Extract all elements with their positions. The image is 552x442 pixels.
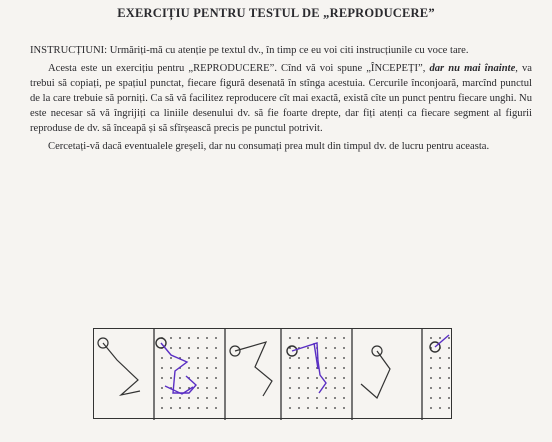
reproduction-exercise-figure [93,328,452,419]
grid-dot [334,357,336,359]
grid-dot [188,397,190,399]
grid-dot [206,367,208,369]
grid-dot [430,357,432,359]
grid-dot [298,397,300,399]
paragraph-exercise [30,61,532,136]
grid-dot [188,367,190,369]
grid-dot [448,367,450,369]
grid-dot [197,407,199,409]
grid-dot [307,387,309,389]
grid-dot [215,367,217,369]
grid-dot [307,397,309,399]
grid-dot [343,377,345,379]
grid-dot [430,367,432,369]
grid-dot [439,357,441,359]
grid-dot [215,377,217,379]
grid-dot [161,387,163,389]
grid-dot [215,357,217,359]
grid-dot [206,357,208,359]
grid-dot [316,337,318,339]
grid-dot [289,407,291,409]
grid-dot [448,357,450,359]
grid-dot [343,407,345,409]
grid-dot [343,387,345,389]
grid-dot [206,377,208,379]
grid-dot [161,407,163,409]
grid-dot [298,387,300,389]
grid-dot [298,377,300,379]
grid-dot [289,387,291,389]
grid-dot [316,397,318,399]
page-title: EXERCIȚIU PENTRU TESTUL DE „REPRODUCERE” [117,6,435,20]
grid-dot [448,377,450,379]
grid-dot [343,337,345,339]
grid-dot [197,397,199,399]
grid-dot [161,397,163,399]
grid-dot [439,367,441,369]
grid-dot [439,397,441,399]
grid-dot [179,387,181,389]
grid-dot [289,337,291,339]
grid-dot [316,387,318,389]
grid-dot [334,387,336,389]
grid-dot [448,397,450,399]
grid-dot [439,407,441,409]
grid-dot [170,367,172,369]
grid-dot [430,407,432,409]
model-figure-2 [230,342,272,396]
grid-dot [197,347,199,349]
grid-dot [334,397,336,399]
grid-dot [343,357,345,359]
grid-dot [325,377,327,379]
grid-dot [334,337,336,339]
grid-dot [179,397,181,399]
grid-dot [179,337,181,339]
grid-dot [179,347,181,349]
grid-dot [343,367,345,369]
grid-dot [170,397,172,399]
grid-dot [197,387,199,389]
grid-dot [215,387,217,389]
grid-dot [289,357,291,359]
grid-dot [188,407,190,409]
grid-dot [161,357,163,359]
grid-dot [206,407,208,409]
paragraph-exercise-part2: , va trebui să copiați, pe spațiul punctat, fiecare figură desenată în stînga acestuia. Cercurile înconjoară, marcînd punctul de la care trebuie să porniți. Ca să vă facilitez reproducere cît mai exactă, există cîte un punct pentru fiecare unghi. Nu este necesar să vă îngrijiți ca liniile desenului dv. să fie foarte drepte, dar fiți atenți ca fiecare segment al figurii reproduse de dv. să înceapă și să sfîrșească precis pe punctul potrivit. [30,63,533,134]
paragraph-exercise-part1: Acesta este un exercițiu pentru „REPRODUCERE”. Cînd vă voi spune „ÎNCEPEȚI”, [48,63,430,74]
grid-dot [325,397,327,399]
grid-dot [343,397,345,399]
grid-dot [289,377,291,379]
grid-dot [448,347,450,349]
grid-dot [170,377,172,379]
grid-dot [206,337,208,339]
grid-dot [179,377,181,379]
grid-dot [325,337,327,339]
grid-dot [325,357,327,359]
grid-dot [215,337,217,339]
grid-dot [215,407,217,409]
grid-dot [289,397,291,399]
grid-dot [307,367,309,369]
grid-dot [206,387,208,389]
grid-dot [197,367,199,369]
grid-dot [439,337,441,339]
grid-dot [430,397,432,399]
grid-dot [170,337,172,339]
grid-dot [325,367,327,369]
grid-dot [298,407,300,409]
grid-dot [170,407,172,409]
grid-dot [343,347,345,349]
paragraph-instructions: INSTRUCȚIUNI: Urmăriți-mă cu atenție pe textul dv., în timp ce eu voi citi instrucțiunile cu voce tare. [30,45,469,56]
grid-dot [430,377,432,379]
grid-dot [325,407,327,409]
dot-grids [161,337,450,409]
instructions-text [30,43,532,157]
grid-dot [334,377,336,379]
model-figure-1 [98,338,140,395]
grid-dot [325,387,327,389]
grid-dot [307,407,309,409]
grid-dot [439,387,441,389]
grid-dot [307,357,309,359]
grid-dot [430,387,432,389]
grid-dot [448,407,450,409]
grid-dot [188,357,190,359]
emphasis-not-before: dar nu mai înainte [429,63,516,74]
grid-dot [334,407,336,409]
grid-dot [448,337,450,339]
grid-dot [298,357,300,359]
grid-dot [215,397,217,399]
grid-dot [298,367,300,369]
grid-dot [334,347,336,349]
paragraph-check-errors: Cercetați-vă dacă eventualele greșeli, dar nu consumați prea mult din timpul dv. de lucru pentru aceasta. [48,141,490,152]
grid-dot [298,337,300,339]
grid-dot [197,377,199,379]
grid-dot [170,357,172,359]
grid-dot [307,377,309,379]
grid-dot [161,377,163,379]
grid-dot [325,347,327,349]
model-figure-3 [361,346,390,398]
grid-dot [197,357,199,359]
grid-dot [307,337,309,339]
grid-dot [197,337,199,339]
grid-dot [289,367,291,369]
grid-dot [179,407,181,409]
figure-drawing [94,329,453,420]
grid-dot [170,347,172,349]
grid-dot [448,387,450,389]
grid-dot [307,347,309,349]
grid-dot [316,377,318,379]
grid-dot [316,407,318,409]
grid-dot [439,377,441,379]
grid-dot [161,367,163,369]
grid-dot [334,367,336,369]
grid-dot [206,347,208,349]
grid-dot [188,347,190,349]
copy-figure-1 [156,338,196,394]
grid-dot [206,397,208,399]
grid-dot [188,337,190,339]
grid-dot [430,337,432,339]
copy-figure-2 [287,343,326,393]
grid-dot [215,347,217,349]
